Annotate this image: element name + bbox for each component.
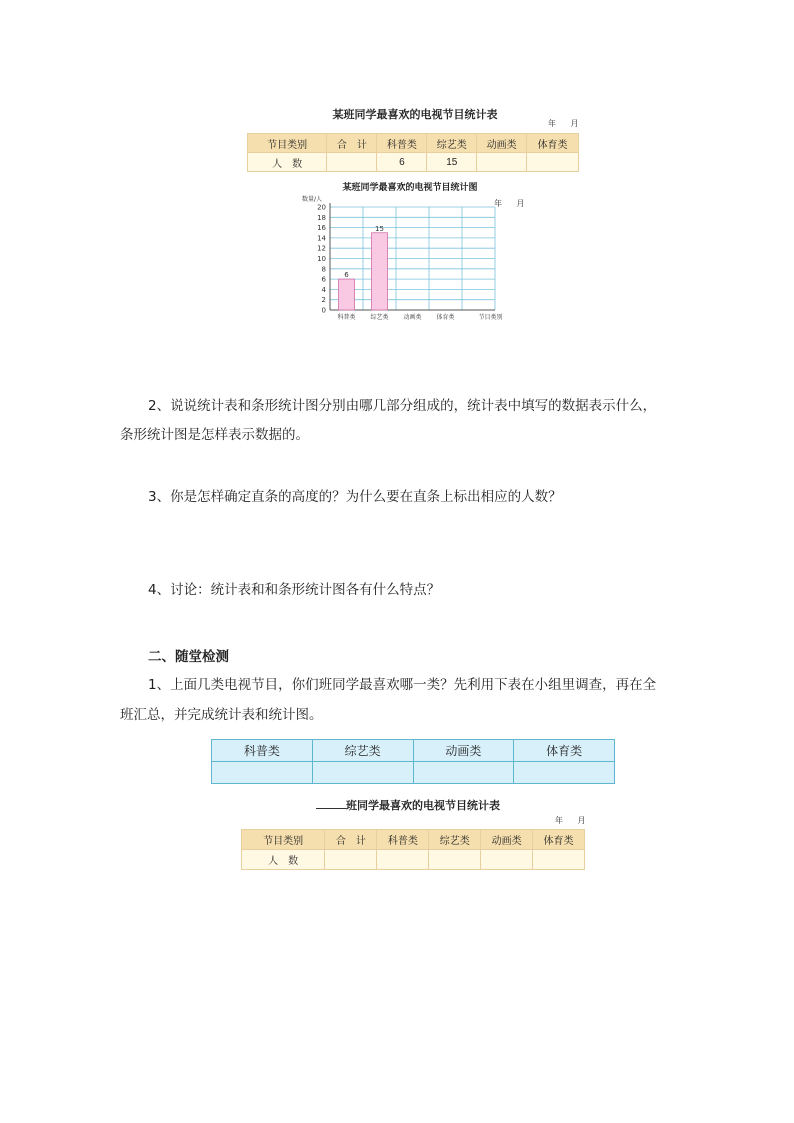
survey-input-cell[interactable] bbox=[413, 762, 514, 784]
survey-header-cell: 科普类 bbox=[212, 740, 313, 762]
table2-input-cell[interactable] bbox=[325, 850, 377, 870]
table2-input-cell[interactable] bbox=[481, 850, 533, 870]
table2-header-cell: 动画类 bbox=[481, 830, 533, 850]
table1-cell bbox=[477, 153, 527, 172]
section2-q1-line1: 1、上面几类电视节目，你们班同学最喜欢哪一类？先利用下表在小组里调查，再在全 bbox=[148, 677, 657, 693]
table1-cell bbox=[327, 153, 377, 172]
table2-header-cell: 科普类 bbox=[377, 830, 429, 850]
table1-header-cell: 体育类 bbox=[527, 134, 579, 153]
table2-header-cell: 节目类别 bbox=[242, 830, 325, 850]
table1-header-cell: 节目类别 bbox=[248, 134, 327, 153]
question-2-line2: 条形统计图是怎样表示数据的。 bbox=[120, 427, 309, 443]
survey-table bbox=[211, 739, 615, 784]
y-tick-label: 18 bbox=[317, 213, 326, 222]
y-tick-label: 10 bbox=[317, 255, 326, 263]
table2-header-cell: 综艺类 bbox=[429, 830, 481, 850]
table1-cell: 6 bbox=[377, 153, 427, 172]
survey-header-cell: 体育类 bbox=[514, 740, 615, 762]
table2-input-cell[interactable] bbox=[377, 850, 429, 870]
table1-year-month: 年 月 bbox=[548, 119, 585, 128]
y-tick-label: 20 bbox=[317, 203, 326, 212]
table1-header-cell: 动画类 bbox=[477, 134, 527, 153]
question-2-line1: 2、说说统计表和条形统计图分别由哪几部分组成的，统计表中填写的数据表示什么， bbox=[148, 398, 657, 414]
y-axis-label: 数量/人 bbox=[302, 196, 323, 203]
table1-header-cell: 综艺类 bbox=[427, 134, 477, 153]
x-tick-label: 科普类 bbox=[337, 314, 356, 321]
y-tick-label: 6 bbox=[321, 275, 326, 284]
x-axis-label: 节目类别 bbox=[478, 314, 503, 321]
survey-input-cell[interactable] bbox=[212, 762, 313, 784]
chart-year-month: 年 月 bbox=[494, 199, 531, 208]
y-tick-label: 4 bbox=[321, 285, 326, 294]
table2-cell: 人 数 bbox=[242, 850, 325, 870]
y-tick-label: 0 bbox=[321, 306, 326, 315]
table2-title: 班同学最喜欢的电视节目统计表 bbox=[346, 799, 500, 812]
table2-input-cell[interactable] bbox=[533, 850, 585, 870]
table1-header-cell: 合 计 bbox=[327, 134, 377, 153]
chart-title: 某班同学最喜欢的电视节目统计图 bbox=[342, 183, 478, 193]
table2-input-cell[interactable] bbox=[429, 850, 481, 870]
x-tick-label: 动画类 bbox=[403, 314, 422, 321]
bar bbox=[372, 233, 388, 310]
table2-header-cell: 合 计 bbox=[325, 830, 377, 850]
survey-header-cell: 综艺类 bbox=[312, 740, 413, 762]
table1-cell bbox=[527, 153, 579, 172]
table2 bbox=[241, 829, 585, 870]
y-tick-label: 16 bbox=[317, 224, 326, 233]
x-tick-label: 体育类 bbox=[436, 314, 455, 321]
table2-header-cell: 体育类 bbox=[533, 830, 585, 850]
survey-header-cell: 动画类 bbox=[413, 740, 514, 762]
y-tick-label: 8 bbox=[321, 265, 326, 274]
table2-year-month: 年 月 bbox=[555, 816, 592, 825]
table1-title: 某班同学最喜欢的电视节目统计表 bbox=[332, 108, 498, 121]
table2-title-row bbox=[316, 797, 536, 813]
question-4: 4、讨论：统计表和和条形统计图各有什么特点？ bbox=[148, 582, 441, 598]
data-label: 6 bbox=[344, 271, 349, 280]
y-tick-label: 12 bbox=[317, 244, 326, 253]
survey-input-cell[interactable] bbox=[312, 762, 413, 784]
survey-input-cell[interactable] bbox=[514, 762, 615, 784]
question-3: 3、你是怎样确定直条的高度的？为什么要在直条上标出相应的人数？ bbox=[148, 489, 562, 505]
table1-cell: 人 数 bbox=[248, 153, 327, 172]
table1 bbox=[247, 133, 579, 172]
x-tick-label: 综艺类 bbox=[370, 314, 389, 321]
bar bbox=[339, 279, 355, 310]
y-tick-label: 14 bbox=[317, 234, 326, 243]
y-tick-label: 2 bbox=[321, 296, 326, 305]
bar-chart bbox=[300, 192, 510, 327]
table1-cell: 15 bbox=[427, 153, 477, 172]
section-heading: 二、随堂检测 bbox=[148, 649, 229, 665]
table1-header-cell: 科普类 bbox=[377, 134, 427, 153]
section2-q1-line2: 班汇总，并完成统计表和统计图。 bbox=[120, 707, 323, 723]
class-name-blank[interactable] bbox=[316, 798, 346, 809]
data-label: 15 bbox=[375, 224, 384, 233]
